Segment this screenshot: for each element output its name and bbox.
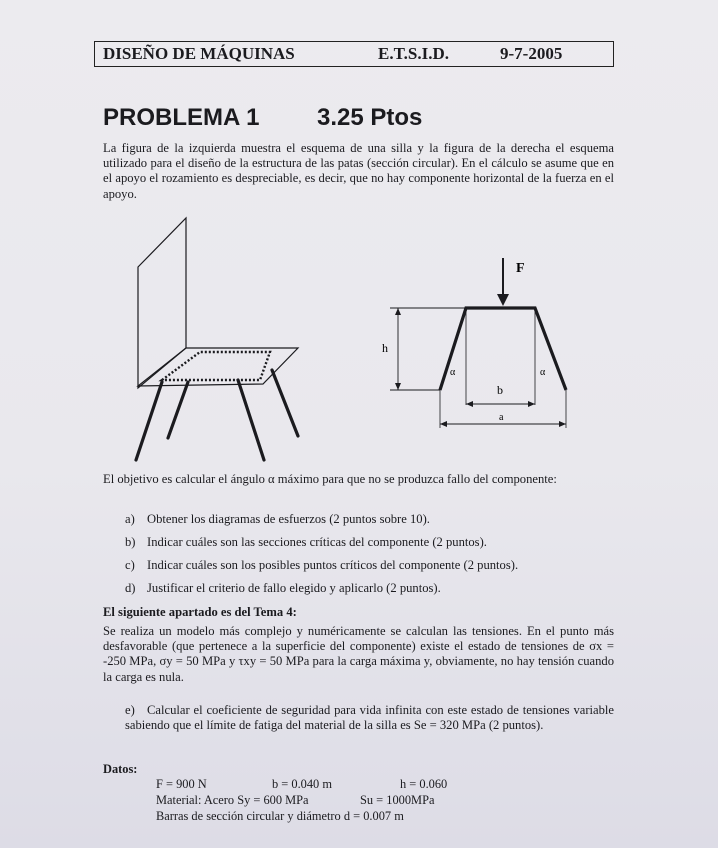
datos-su: Su = 1000MPa xyxy=(360,793,435,807)
problem-points: 3.25 Ptos xyxy=(317,104,423,131)
task-item: d) Justificar el criterio de fallo elegido y aplicarlo (2 puntos). xyxy=(125,581,441,595)
chair-leg-frame xyxy=(162,352,270,380)
section4-paragraph: Se realiza un modelo más complejo y numéricamente se calculan las tensiones. En el punto más desfavorable (que pertenece a la superficie del componente) existe el estado de tensiones de σx = -250 MPa, σy = 50 MPa y τxy = 50 MPa para la carga máxima y, obviamente, no hay tensión cuando la carga es nula. xyxy=(103,624,614,684)
chair-leg-front-right xyxy=(238,380,264,460)
alpha-left-label: α xyxy=(450,367,456,378)
chair-leg-front-left xyxy=(136,382,162,460)
alpha-right-label: α xyxy=(540,367,546,378)
datos-material: Material: Acero Sy = 600 MPa xyxy=(156,793,309,807)
leg-structure-diagram xyxy=(370,250,590,440)
task-item: c) Indicar cuáles son los posibles puntos críticos del componente (2 puntos). xyxy=(125,558,519,572)
chair-backrest xyxy=(138,218,186,388)
chair-leg-back-left xyxy=(168,382,188,438)
datos-h: h = 0.060 xyxy=(400,777,448,791)
datos-b: b = 0.040 m xyxy=(272,777,332,791)
leg-frame xyxy=(440,308,566,390)
chair-leg-back-right xyxy=(272,370,298,436)
force-label: F xyxy=(516,261,525,276)
task-item: b) Indicar cuáles son las secciones críticas del componente (2 puntos). xyxy=(125,535,487,549)
school-name: E.T.S.I.D. xyxy=(378,44,450,63)
h-label: h xyxy=(382,341,388,355)
section4-heading: El siguiente apartado es del Tema 4: xyxy=(103,605,297,619)
objective-paragraph: El objetivo es calcular el ángulo α máximo para que no se produzca fallo del componente: xyxy=(103,472,557,486)
problem-title: PROBLEMA 1 xyxy=(103,104,260,131)
exam-header xyxy=(94,41,614,67)
b-label: b xyxy=(497,383,503,397)
datos-bars: Barras de sección circular y diámetro d = 0.007 m xyxy=(156,809,404,823)
course-name: DISEÑO DE MÁQUINAS xyxy=(103,44,295,63)
a-label: a xyxy=(499,412,504,423)
b-dimension xyxy=(466,401,535,407)
exam-date: 9-7-2005 xyxy=(500,44,563,63)
task-list xyxy=(125,512,605,595)
datos-force: F = 900 N xyxy=(156,777,207,791)
chair-sketch xyxy=(120,210,310,470)
force-arrow xyxy=(497,258,509,306)
task-item: a) Obtener los diagramas de esfuerzos (2 puntos sobre 10). xyxy=(125,512,430,526)
datos-heading: Datos: xyxy=(103,762,138,776)
intro-paragraph: La figura de la izquierda muestra el esquema de una silla y la figura de la derecha el esquema utilizado para el diseño de la estructura de las patas (sección circular). En el cálculo se asume que en el apoyo el rozamiento es despreciable, es decir, que no hay componente horizontal de la fuerza en el apoyo. xyxy=(103,141,614,201)
task-e: e) Calcular el coeficiente de seguridad para vida infinita con este estado de tensiones variable sabiendo que el límite de fatiga del material de la silla es Se = 320 MPa (2 puntos). xyxy=(125,703,614,733)
